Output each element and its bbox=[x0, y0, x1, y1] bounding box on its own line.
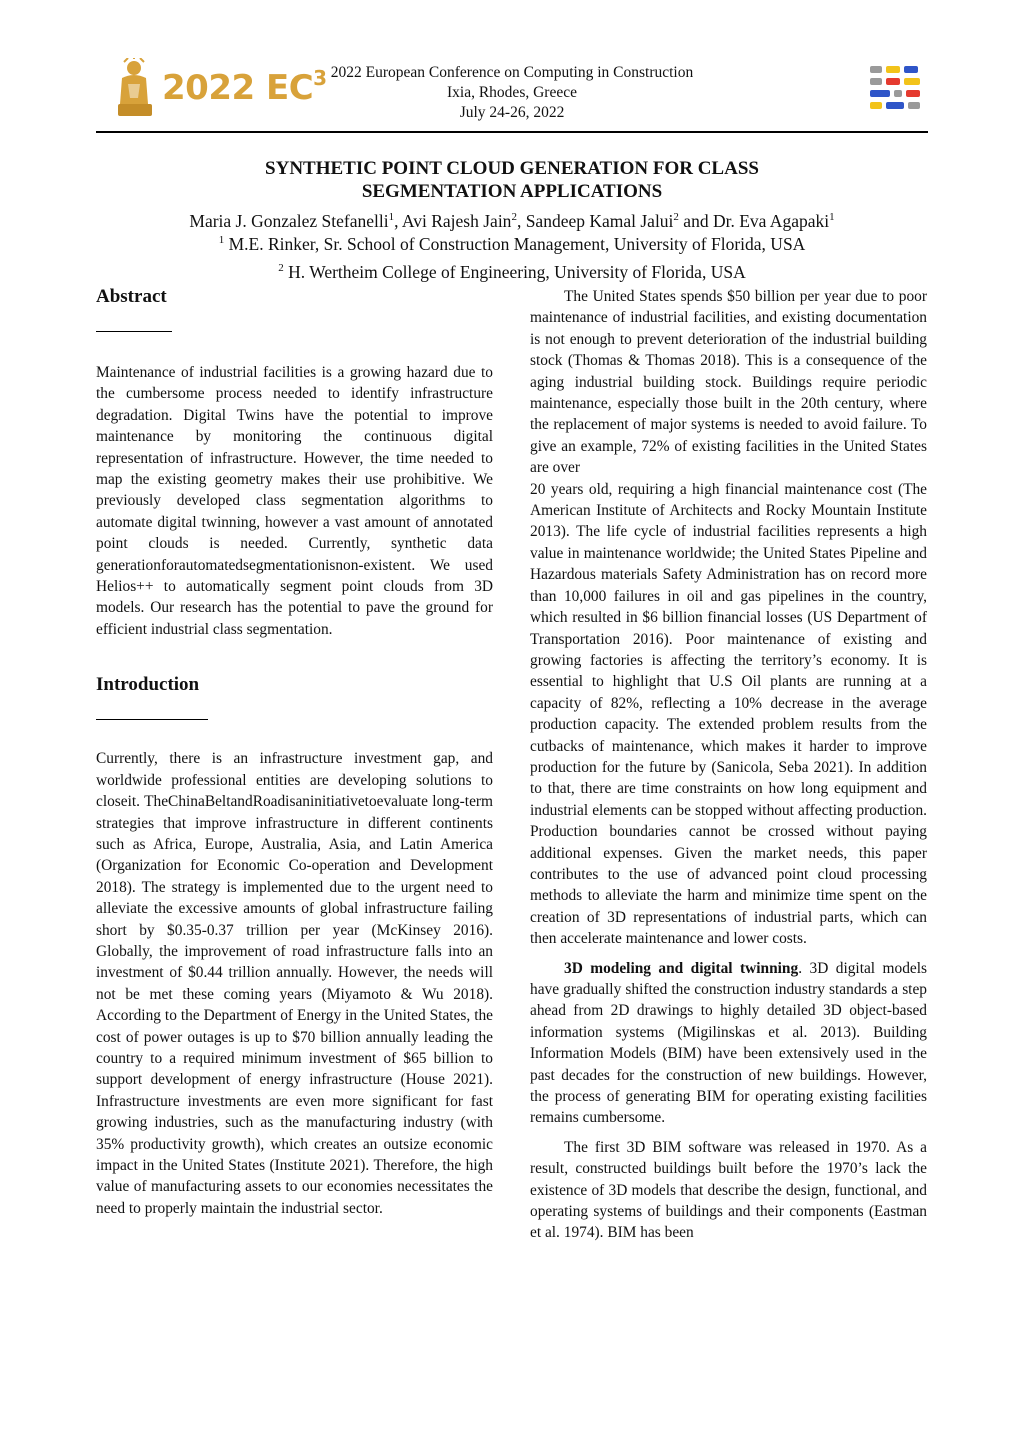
conference-location: Ixia, Rhodes, Greece bbox=[447, 84, 577, 101]
paper-title: SYNTHETIC POINT CLOUD GENERATION FOR CLASS SEGMENTATION APPLICATIONS bbox=[265, 158, 759, 202]
abstract-heading: Abstract bbox=[96, 286, 167, 307]
conference-name: 2022 European Conference on Computing in Construction bbox=[330, 64, 694, 81]
left-column bbox=[96, 285, 493, 1219]
affiliation-2: $^2$ H. Wertheim College of Engineering, University of Florida, USA bbox=[278, 262, 746, 282]
paragraph-3d-modeling: 3D modeling and digital twinning. 3D digital models have gradually shifted the construction industry standards a step ahead from 2D drawings to highly detailed 3D object-based information systems (Migilinskas et al. 2013). Building Information Models (BIM) have been extensively used in the past decades for the construction of new buildings. However, the process of generating BIM for operating existing facilities remains cumbersome. bbox=[530, 959, 927, 1127]
page-header bbox=[96, 50, 928, 134]
paragraph-bim-history: The first 3D BIM software was released in 1970. As a result, constructed buildings built before the 1970’s lack the existence of 3D models that describe the design, functional, and operating systems of buildings and their components (Eastman et al. 1974). BIM has been bbox=[530, 1138, 927, 1242]
right-column bbox=[530, 286, 927, 1244]
paragraph-maintenance-cont: 20 years old, requiring a high financial maintenance cost (The American Institute of Architects and Rocky Mountain Institute 2013). The life cycle of industrial facilities represents a high value in maintenance worldwide; the United States Pipeline and Hazardous materials Safety Administration has on record more than 10,000 failures in oil and gas pipelines in the country, which resulted in $6 billion financial losses (US Department of Transportation 2016). Poor maintenance of existing and growing factories is affecting the territory’s economy. It is essential to highlight that U.S Oil plants are running at a capacity of 82%, reflecting a 10% decrease in the average production capacity. The extended problem results from the cutbacks of maintenance, which makes it harder to improve production for the future by (Sanicola, Seba 2021). In addition to that, there are time constraints on how long equipment and industrial elements can be stopped without affecting production. Production boundaries cannot be crossed without paying additional expenses. Given the market needs, this paper contributes to the use of advanced point cloud processing methods to alleviate the harm and minimize time spent on the creation of 3D representations of industrial parts, which can then accelerate maintenance and lower costs. bbox=[530, 480, 927, 948]
header-divider bbox=[96, 131, 928, 133]
abstract-text: Maintenance of industrial facilities is a growing hazard due to the cumbersome process needed to identify infrastructure degradation. Digital Twins have the potential to improve maintenance by monitoring the continuous digital representation of infrastructure. However, the time needed to map the existing geometry makes their use prohibitive. We previously developed class segmentation algorithms to automate digital twinning, however a vast amount of annotated point clouds is needed. Currently, synthetic data generationforautomatedsegmentationisnon-existent. We used Helios++ to automatically segment point clouds from 3D models. Our research has the potential to pave the ground for efficient industrial class segmentation. bbox=[96, 364, 493, 638]
introduction-heading-rule bbox=[96, 719, 208, 720]
conference-dates: July 24-26, 2022 bbox=[459, 104, 565, 121]
introduction-heading: Introduction bbox=[96, 674, 200, 696]
ec3-pixel-logo-icon bbox=[868, 58, 928, 118]
affiliation-1: $^1$ M.E. Rinker, Sr. School of Construction Management, University of Florida, USA bbox=[218, 234, 806, 254]
logo-text: 2022 $EC^3$ bbox=[162, 66, 327, 108]
abstract-heading-rule bbox=[96, 331, 172, 332]
introduction-text: Currently, there is an infrastructure investment gap, and worldwide professional entities are developing solutions to closeit. TheChinaBeltandRoadisaninitiativetoevaluate long-term strategies that improve infrastructure in different continents such as Africa, Europe, Australia, Asia, and Latin America (Organization for Economic Co-operation and Development 2018). The strategy is implemented due to the urgent need to alleviate the excessive amounts of global infrastructure failing short by $0.35-0.37 trillion per year (McKinsey 2016). Globally, the improvement of road infrastructure falls into an investment of $0.44 trillion annually. However, the needs will not be met these coming years (Miyamoto & Wu 2018). According to the Department of Energy in the United States, the cost of power outages is up to $70 billion annually leading the country to a required minimum investment of $65 billion to support development of energy infrastructure (House 2021). Infrastructure investments are even more significant for fast growing industries, such as the manufacturing industry (with 35% productivity growth), which creates an outsize economic impact in the United States (Institute 2021). Therefore, the high value of manufacturing assets to our economies necessitates the need to properly maintain the industrial sector. bbox=[96, 750, 493, 1217]
author-list: Maria J. Gonzalez Stefanelli$^1$, Avi Rajesh Jain$^2$, Sandeep Kamal Jalui$^2$ and Dr. Eva Agapaki$^1$ bbox=[189, 211, 835, 231]
paragraph-maintenance: The United States spends $50 billion per year due to poor maintenance of industrial facilities, and existing documentation is not enough to prevent deterioration of the industrial building stock (Thomas & Thomas 2018). This is a consequence of the aging industrial building stock. Buildings require periodic maintenance, especially those built in the 20th century, where the replacement of major systems is needed to avoid failure. To give an example, 72% of existing facilities in the United States are over bbox=[530, 288, 927, 477]
conference-info bbox=[96, 63, 928, 123]
